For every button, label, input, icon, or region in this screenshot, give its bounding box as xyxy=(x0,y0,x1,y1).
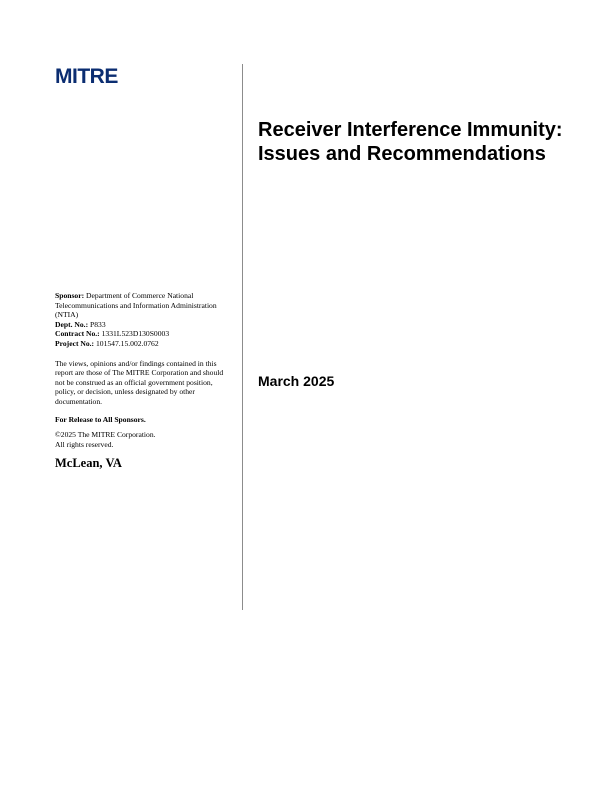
contract-label: Contract No.: xyxy=(55,329,100,339)
contract-line xyxy=(55,329,233,339)
project-label: Project No.: xyxy=(55,338,95,348)
sponsor-value: Department of Commerce National Telecommunications and Information Administration (NTIA) xyxy=(55,291,217,320)
sponsor-label: Sponsor: xyxy=(55,291,85,300)
report-title-line-2: Issues and Recommendations xyxy=(258,143,546,165)
release-statement: For Release to All Sponsors. xyxy=(55,414,146,424)
sponsor-line xyxy=(55,291,233,320)
copyright-notice xyxy=(55,430,233,449)
report-title xyxy=(258,118,588,166)
dept-value: P833 xyxy=(88,319,106,329)
sponsor-block xyxy=(55,291,233,349)
sponsor-info-column xyxy=(55,291,233,471)
contract-value: 1331L523D130S0003 xyxy=(99,329,170,339)
project-line xyxy=(55,339,233,349)
mitre-logo: MITRE xyxy=(55,65,118,88)
vertical-divider xyxy=(242,64,243,610)
project-value: 101547.15.002.0762 xyxy=(94,338,159,348)
location: McLean, VA xyxy=(55,456,122,471)
disclaimer-text: The views, opinions and/or findings contained in this report are those of The MITRE Corporation and should not be construed as an official government position, policy, or decision, unless designated by other documentation. xyxy=(55,358,224,406)
copyright-line-2: All rights reserved. xyxy=(55,439,114,449)
copyright-line-1: ©2025 The MITRE Corporation. xyxy=(55,430,156,440)
report-title-line-1: Receiver Interference Immunity: xyxy=(258,119,563,141)
dept-label: Dept. No.: xyxy=(55,319,89,329)
report-date: March 2025 xyxy=(258,373,335,389)
dept-line xyxy=(55,320,233,330)
